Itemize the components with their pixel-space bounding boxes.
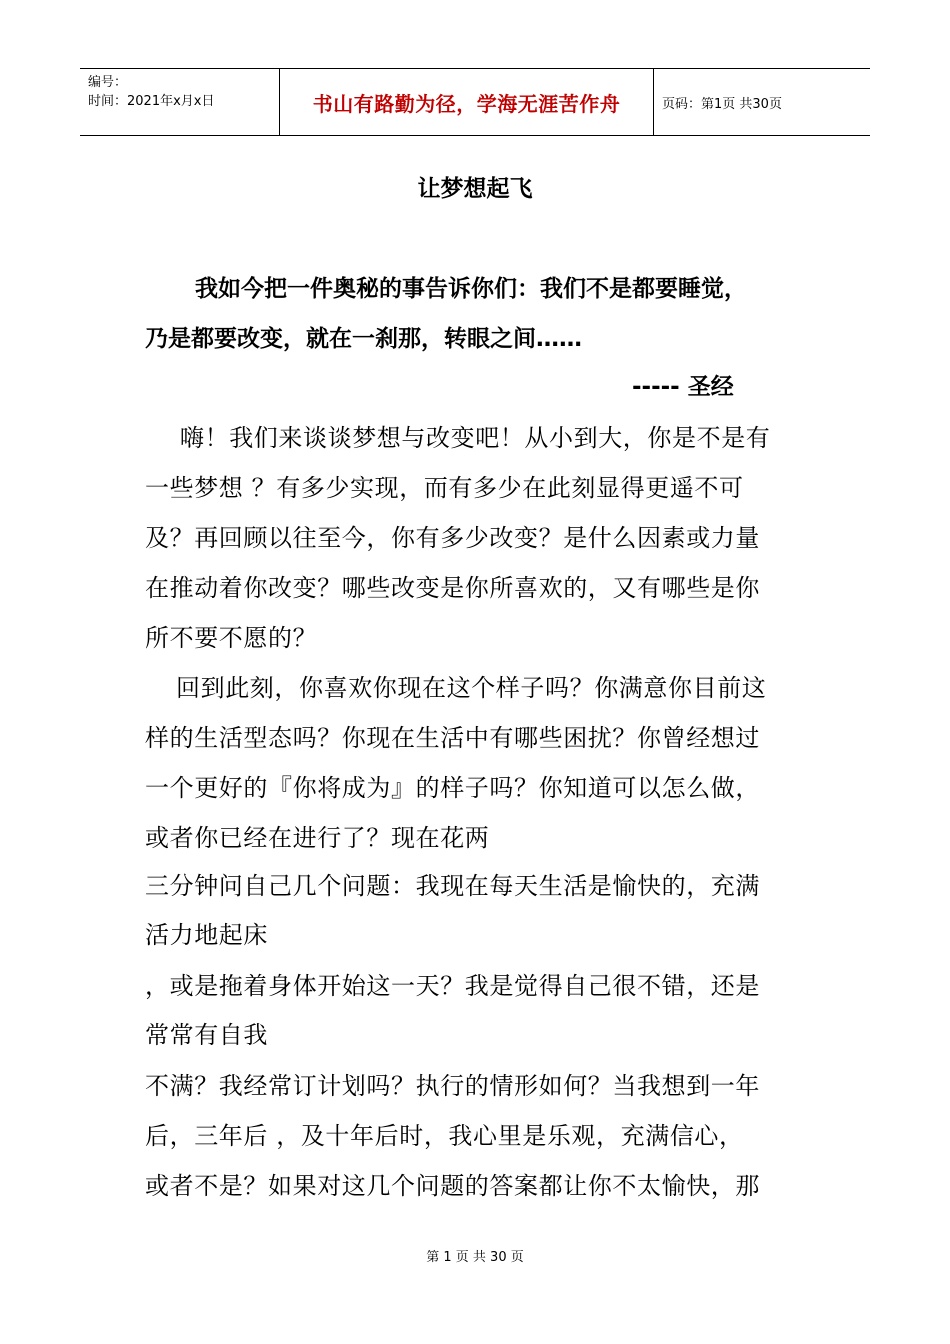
document-title: 让梦想起飞 bbox=[417, 176, 533, 202]
body-line: 不满？我经常订计划吗？执行的情形如何？当我想到一年 bbox=[145, 1072, 760, 1100]
body-line: 一些梦想 ？有多少实现，而有多少在此刻显得更遥不可 bbox=[145, 474, 744, 502]
body-line: ，或是拖着身体开始这一天？我是觉得自己很不错，还是 bbox=[145, 972, 760, 1000]
header-page-info: 页码：第1页 共30页 bbox=[662, 96, 782, 112]
page-footer: 第 1 页 共 30 页 bbox=[426, 1250, 524, 1265]
document-number-label: 编号： bbox=[88, 75, 128, 90]
body-line: 或者不是？如果对这几个问题的答案都让你不太愉快，那 bbox=[145, 1172, 760, 1200]
body-line: 回到此刻，你喜欢你现在这个样子吗？你满意你目前这 bbox=[176, 674, 767, 702]
body-line: 一个更好的『你将成为』的样子吗？你知道可以怎么做， bbox=[145, 774, 760, 802]
body-line: 或者你已经在进行了？现在花两 bbox=[145, 824, 490, 852]
body-line: 及？再回顾以往至今，你有多少改变？是什么因素或力量 bbox=[145, 524, 760, 552]
epigraph-source: ----- 圣经 bbox=[632, 374, 734, 400]
body-line: 常常有自我 bbox=[145, 1021, 268, 1049]
document-time-label: 时间：2021年x月x日 bbox=[88, 94, 215, 109]
body-line: 嗨！我们来谈谈梦想与改变吧！从小到大，你是不是有 bbox=[180, 424, 771, 452]
epigraph-line-1: 我如今把一件奥秘的事告诉你们：我们不是都要睡觉， bbox=[195, 276, 747, 302]
header-motto: 书山有路勤为径，学海无涯苦作舟 bbox=[280, 69, 654, 135]
page-header bbox=[80, 68, 870, 136]
epigraph-line-2: 乃是都要改变，就在一刹那，转眼之间…… bbox=[145, 326, 582, 352]
body-line: 在推动着你改变？哪些改变是你所喜欢的，又有哪些是你 bbox=[145, 574, 760, 602]
header-meta bbox=[80, 69, 280, 135]
body-line: 样的生活型态吗？你现在生活中有哪些困扰？你曾经想过 bbox=[145, 724, 760, 752]
body-line: 三分钟问自己几个问题：我现在每天生活是愉快的，充满 bbox=[145, 872, 760, 900]
body-line: 所不要不愿的？ bbox=[145, 624, 318, 652]
body-line: 活力地起床 bbox=[145, 921, 268, 949]
body-line: 后，三年后 ，及十年后时，我心里是乐观，充满信心， bbox=[145, 1122, 744, 1150]
